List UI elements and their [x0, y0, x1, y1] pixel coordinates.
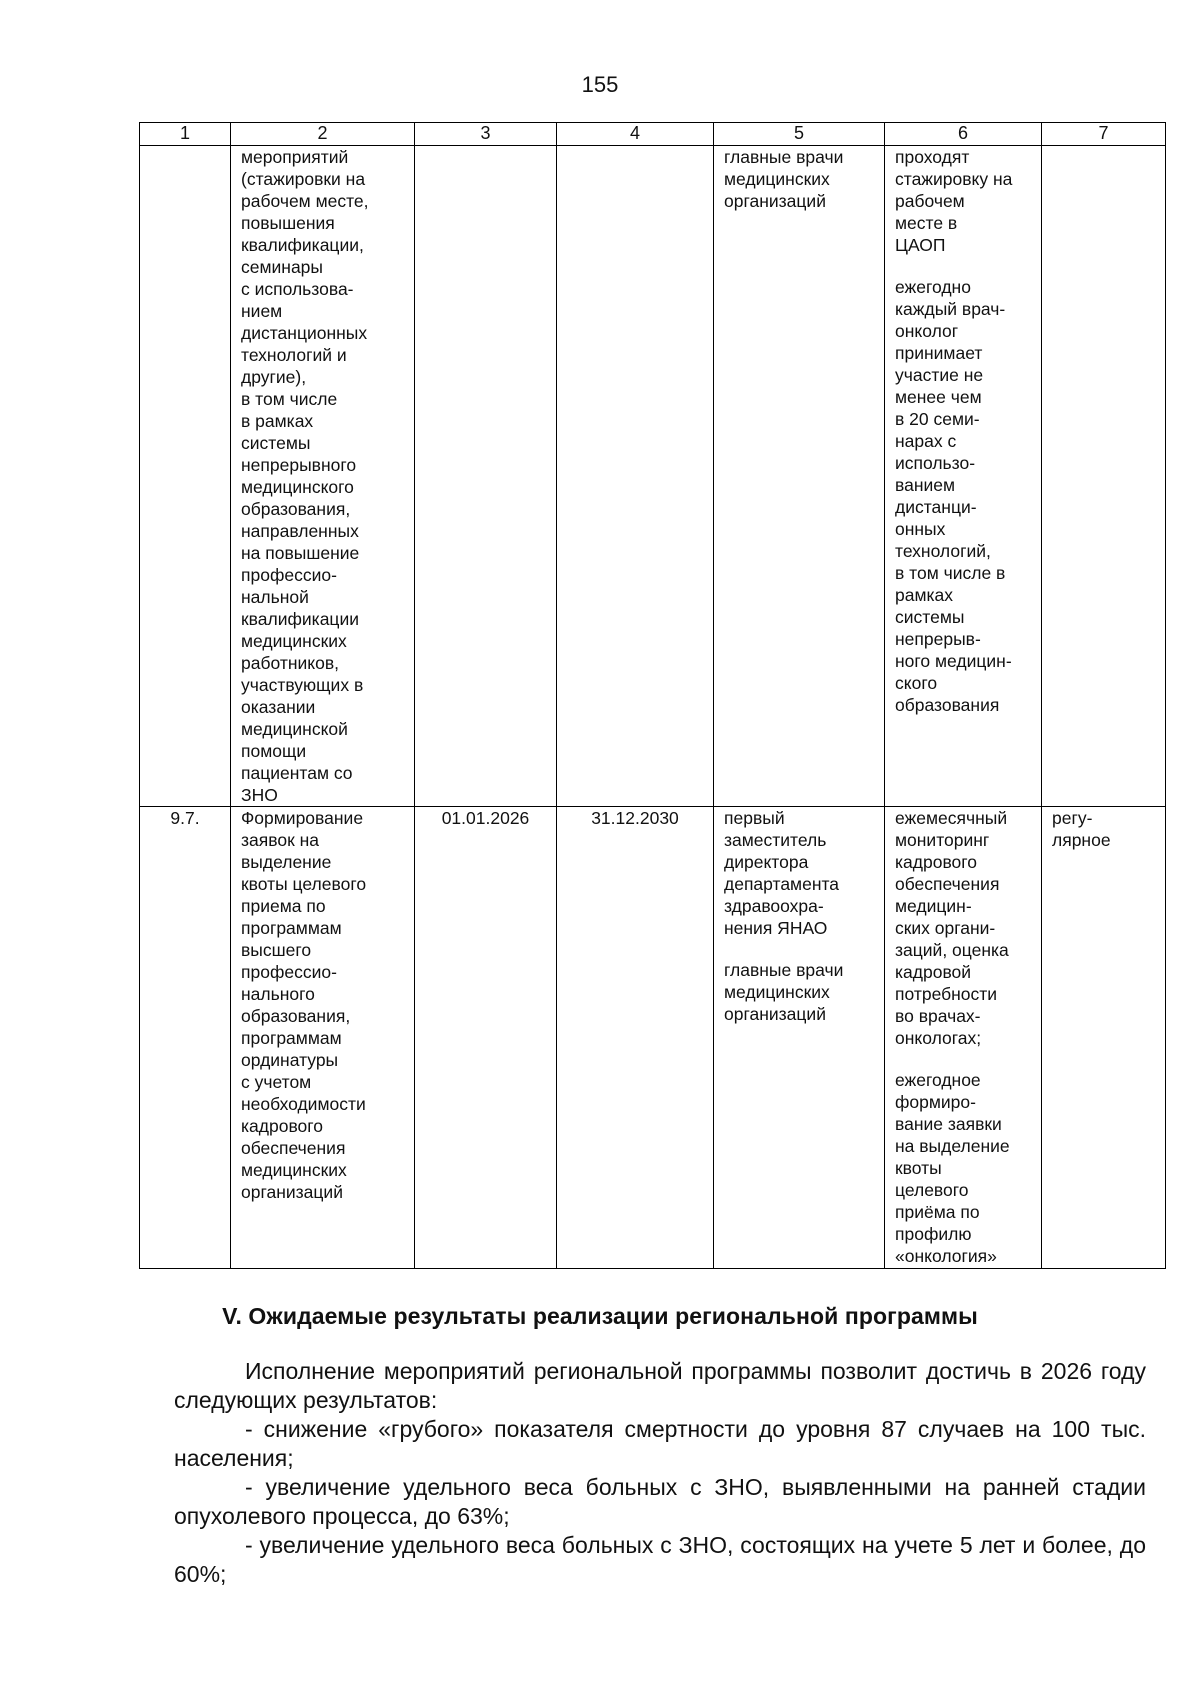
cell-line: в 20 семи-	[895, 409, 980, 429]
column-header: 4	[557, 123, 714, 146]
cell-line: кадрового	[895, 852, 978, 872]
cell-measure	[231, 146, 415, 807]
cell-line: Формирование	[241, 808, 364, 828]
paragraph: - увеличение удельного веса больных с ЗНО, состоящих на учете 5 лет и более, до 60%;	[174, 1532, 1146, 1587]
cell-line: вание заявки	[895, 1114, 1002, 1134]
cell-line: семинары	[241, 257, 323, 277]
cell-line: департамента	[724, 874, 840, 894]
cell-line: медицинских	[724, 169, 830, 189]
column-header: 5	[714, 123, 885, 146]
cell-line: ординатуры	[241, 1050, 339, 1070]
cell-line: целевого	[895, 1180, 969, 1200]
column-header: 3	[415, 123, 557, 146]
cell-start-date: 01.01.2026	[415, 807, 557, 1269]
cell-line: с использова-	[241, 279, 354, 299]
cell-number: 9.7.	[140, 807, 231, 1269]
cell-line: профессио-	[241, 565, 337, 585]
paragraph: - снижение «грубого» показателя смертности до уровня 87 случаев на 100 тыс. населения;	[174, 1416, 1146, 1471]
cell-line: с учетом	[241, 1072, 312, 1092]
cell-line: каждый врач-	[895, 299, 1006, 319]
cell-line: направленных	[241, 521, 359, 541]
cell-line: необходимости	[241, 1094, 366, 1114]
cell-line: заций, оценка	[895, 940, 1009, 960]
cell-line: медицинских	[241, 1160, 347, 1180]
cell-line: дистанционных	[241, 323, 368, 343]
cell-line: лярное	[1052, 830, 1111, 850]
cell-line: директора	[724, 852, 809, 872]
cell-line: ванием	[895, 475, 956, 495]
cell-line: регу-	[1052, 808, 1093, 828]
cell-line: здравоохра-	[724, 896, 824, 916]
cell-line: стажировку на	[895, 169, 1013, 189]
cell-line: образования	[895, 695, 1000, 715]
cell-responsible	[714, 807, 885, 1269]
cell-line: системы	[241, 433, 311, 453]
cell-line: дистанци-	[895, 497, 977, 517]
cell-number	[140, 146, 231, 807]
column-header: 1	[140, 123, 231, 146]
cell-line: кадровой	[895, 962, 972, 982]
cell-line: ежегодное	[895, 1070, 981, 1090]
cell-line: заявок на	[241, 830, 319, 850]
cell-line: мероприятий	[241, 147, 349, 167]
cell-line: технологий,	[895, 541, 991, 561]
cell-line: обеспечения	[241, 1138, 346, 1158]
section-body	[174, 1357, 1146, 1589]
cell-line: во врачах-	[895, 1006, 981, 1026]
cell-line: принимает	[895, 343, 983, 363]
cell-line: программам	[241, 1028, 342, 1048]
cell-line: в том числе	[241, 389, 338, 409]
cell-line: нального	[241, 984, 315, 1004]
cell-line: пациентам со	[241, 763, 353, 783]
cell-line: в рамках	[241, 411, 314, 431]
cell-line: обеспечения	[895, 874, 1000, 894]
cell-line: онколог	[895, 321, 959, 341]
cell-line: образования,	[241, 1006, 351, 1026]
cell-line: медицинского	[241, 477, 354, 497]
cell-line: (стажировки на	[241, 169, 366, 189]
cell-line: формиро-	[895, 1092, 976, 1112]
cell-line: непрерыв-	[895, 629, 981, 649]
cell-line: повышения	[241, 213, 335, 233]
cell-line: ежемесячный	[895, 808, 1008, 828]
cell-line: системы	[895, 607, 965, 627]
cell-line: на выделение	[895, 1136, 1010, 1156]
cell-line: программам	[241, 918, 342, 938]
cell-line: квоты целевого	[241, 874, 367, 894]
cell-line: месте в	[895, 213, 958, 233]
cell-line: высшего	[241, 940, 312, 960]
cell-end-date: 31.12.2030	[557, 807, 714, 1269]
table-header-row	[140, 123, 1166, 146]
cell-line: кадрового	[241, 1116, 324, 1136]
cell-line: организаций	[724, 1004, 826, 1024]
cell-line: потребности	[895, 984, 998, 1004]
cell-line: оказании	[241, 697, 316, 717]
cell-line: ного медицин-	[895, 651, 1012, 671]
cell-responsible	[714, 146, 885, 807]
cell-line: ЦАОП	[895, 235, 946, 255]
cell-end-date	[557, 146, 714, 807]
cell-line: выделение	[241, 852, 332, 872]
result-block-a	[895, 807, 1035, 1049]
cell-line: квоты	[895, 1158, 942, 1178]
cell-line: работников,	[241, 653, 340, 673]
cell-line: медицинских	[724, 982, 830, 1002]
cell-line: на повышение	[241, 543, 360, 563]
cell-line: медицинских	[241, 631, 347, 651]
cell-line: участвующих в	[241, 675, 364, 695]
page-number: 155	[581, 72, 619, 97]
cell-start-date	[415, 146, 557, 807]
cell-line: медицинской	[241, 719, 348, 739]
cell-result	[885, 146, 1042, 807]
cell-line: организаций	[241, 1182, 343, 1202]
cell-line: квалификации	[241, 609, 359, 629]
cell-line: нения ЯНАО	[724, 918, 828, 938]
cell-line: квалификации,	[241, 235, 364, 255]
cell-line: организаций	[724, 191, 826, 211]
cell-line: в том числе в	[895, 563, 1006, 583]
cell-line: нарах с	[895, 431, 957, 451]
cell-line: менее чем	[895, 387, 982, 407]
cell-line: онкологах;	[895, 1028, 982, 1048]
cell-line: первый	[724, 808, 785, 828]
table-row	[140, 146, 1166, 807]
cell-line: профессио-	[241, 962, 337, 982]
cell-line: ежегодно	[895, 277, 971, 297]
responsible-block-a	[724, 807, 878, 939]
result-block-b	[895, 1069, 1035, 1267]
cell-line: непрерывного	[241, 455, 357, 475]
cell-line: приёма по	[895, 1202, 980, 1222]
cell-line: рабочем месте,	[241, 191, 369, 211]
cell-frequency	[1042, 807, 1166, 1269]
table-row	[140, 807, 1166, 1269]
cell-line: использо-	[895, 453, 976, 473]
cell-line: другие),	[241, 367, 307, 387]
cell-line: главные врачи	[724, 147, 844, 167]
cell-line: проходят	[895, 147, 970, 167]
cell-line: рамках	[895, 585, 954, 605]
column-header: 7	[1042, 123, 1166, 146]
result-block-b	[895, 276, 1035, 716]
cell-line: мониторинг	[895, 830, 990, 850]
cell-line: онных	[895, 519, 946, 539]
cell-line: профилю	[895, 1224, 972, 1244]
section-heading: V. Ожидаемые результаты реализации региональной программы	[222, 1303, 978, 1329]
cell-line: рабочем	[895, 191, 965, 211]
result-block-a	[895, 146, 1035, 256]
cell-result	[885, 807, 1042, 1269]
cell-line: медицин-	[895, 896, 972, 916]
column-header: 2	[231, 123, 415, 146]
cell-measure	[231, 807, 415, 1269]
cell-line: образования,	[241, 499, 351, 519]
column-header: 6	[885, 123, 1042, 146]
responsible-block-b	[724, 959, 878, 1025]
paragraph: - увеличение удельного веса больных с ЗНО, выявленными на ранней стадии опухолевого процесса, до 63%;	[174, 1474, 1146, 1529]
cell-frequency	[1042, 146, 1166, 807]
measures-table	[139, 122, 1166, 1269]
cell-line: заместитель	[724, 830, 827, 850]
cell-line: главные врачи	[724, 960, 844, 980]
cell-line: нальной	[241, 587, 309, 607]
cell-line: ского	[895, 673, 938, 693]
cell-line: ских органи-	[895, 918, 996, 938]
cell-line: технологий и	[241, 345, 347, 365]
cell-line: приема по	[241, 896, 326, 916]
cell-line: «онкология»	[895, 1246, 997, 1266]
cell-line: нием	[241, 301, 283, 321]
cell-line: помощи	[241, 741, 307, 761]
paragraph: Исполнение мероприятий региональной программы позволит достичь в 2026 году следующих результатов:	[174, 1358, 1146, 1413]
cell-line: участие не	[895, 365, 984, 385]
cell-line: ЗНО	[241, 785, 278, 805]
